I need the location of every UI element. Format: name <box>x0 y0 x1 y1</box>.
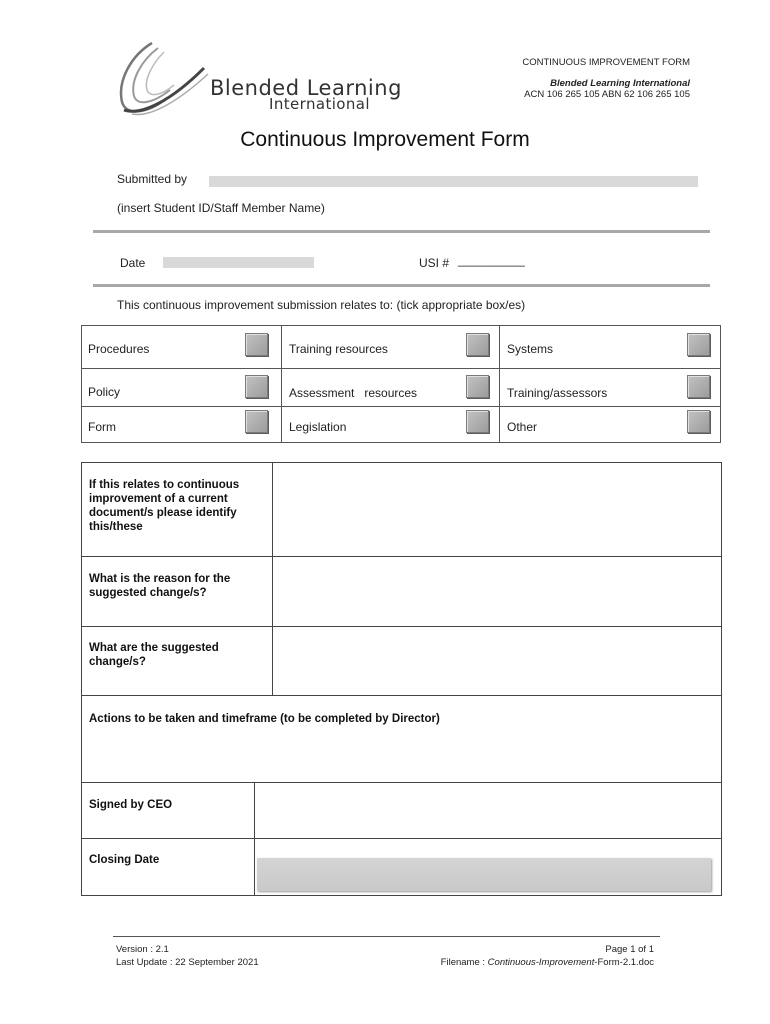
divider <box>93 230 710 233</box>
signed-by-ceo-label: Signed by CEO <box>89 799 173 811</box>
current-document-answer[interactable] <box>273 463 720 556</box>
suggested-changes-answer[interactable] <box>273 627 720 695</box>
filename-italic: Continuous-Improvement <box>487 957 595 968</box>
checkbox-training-assessors[interactable] <box>687 375 710 398</box>
footer-version: Version : 2.1 <box>116 944 169 955</box>
improvement-details-table <box>81 462 722 896</box>
date-field[interactable] <box>163 257 314 268</box>
submitted-by-label: Submitted by <box>117 172 188 186</box>
footer-filename <box>441 957 654 968</box>
question-reason: What is the reason for the suggested change/s? <box>89 573 231 599</box>
checkbox-label-form: Form <box>88 420 116 434</box>
row-divider <box>82 406 720 407</box>
category-checkbox-table <box>81 325 721 443</box>
column-divider <box>281 326 282 442</box>
checkbox-label-procedures: Procedures <box>88 342 150 356</box>
row-divider <box>82 368 720 369</box>
checkbox-form[interactable] <box>245 410 268 433</box>
row-divider <box>82 838 721 839</box>
closing-date-label: Closing Date <box>89 854 160 866</box>
form-code: CONTINUOUS IMPROVEMENT FORM <box>522 57 690 68</box>
checkbox-legislation[interactable] <box>466 410 489 433</box>
checkbox-label-legislation: Legislation <box>289 420 347 434</box>
acn-abn: ACN 106 265 105 ABN 62 106 265 105 <box>524 89 690 100</box>
logo-subtitle: International <box>269 95 370 113</box>
logo-name: Blended Learning <box>210 76 402 100</box>
filename-prefix: Filename : <box>440 957 488 968</box>
row-divider <box>82 695 721 696</box>
checkbox-assessment-resources[interactable] <box>466 375 489 398</box>
submitted-by-field[interactable] <box>209 176 698 187</box>
filename-suffix: -Form-2.1.doc <box>594 957 654 968</box>
usi-field[interactable]: __________ <box>458 253 525 267</box>
reason-answer[interactable] <box>273 557 720 626</box>
checkbox-label-other: Other <box>507 420 538 434</box>
checkbox-training-resources[interactable] <box>466 333 489 356</box>
actions-heading: Actions to be taken and timeframe (to be completed by Director) <box>89 713 440 725</box>
question-suggested-changes: What are the suggested change/s? <box>89 642 219 668</box>
divider <box>93 284 710 287</box>
relates-to-instruction: This continuous improvement submission relates to: (tick appropriate box/es) <box>117 298 526 312</box>
usi-label: USI # <box>419 256 450 270</box>
page-title: Continuous Improvement Form <box>240 128 530 151</box>
checkbox-label-policy: Policy <box>88 385 121 399</box>
date-label: Date <box>120 256 146 270</box>
closing-date-field[interactable] <box>257 858 711 891</box>
footer-last-update: Last Update : 22 September 2021 <box>116 957 259 968</box>
checkbox-label-training-assessors: Training/assessors <box>507 386 608 400</box>
company-logo <box>112 40 442 120</box>
footer-page-number: Page 1 of 1 <box>605 944 654 955</box>
checkbox-label-assessment-resources: Assessment resources <box>289 386 418 400</box>
actions-answer[interactable] <box>82 729 720 781</box>
checkbox-label-training-resources: Training resources <box>289 342 388 356</box>
checkbox-systems[interactable] <box>687 333 710 356</box>
logo-swoosh-icon <box>112 40 212 120</box>
checkbox-other[interactable] <box>687 410 710 433</box>
checkbox-label-systems: Systems <box>507 342 554 356</box>
submitted-by-hint: (insert Student ID/Staff Member Name) <box>117 201 325 215</box>
column-divider <box>499 326 500 442</box>
signed-by-ceo-field[interactable] <box>255 783 720 838</box>
footer-divider <box>113 936 660 937</box>
checkbox-procedures[interactable] <box>245 333 268 356</box>
checkbox-policy[interactable] <box>245 375 268 398</box>
organisation-name: Blended Learning International <box>550 78 690 89</box>
question-current-document: If this relates to continuous improvement of a current document/s please identify this/these <box>89 479 240 533</box>
